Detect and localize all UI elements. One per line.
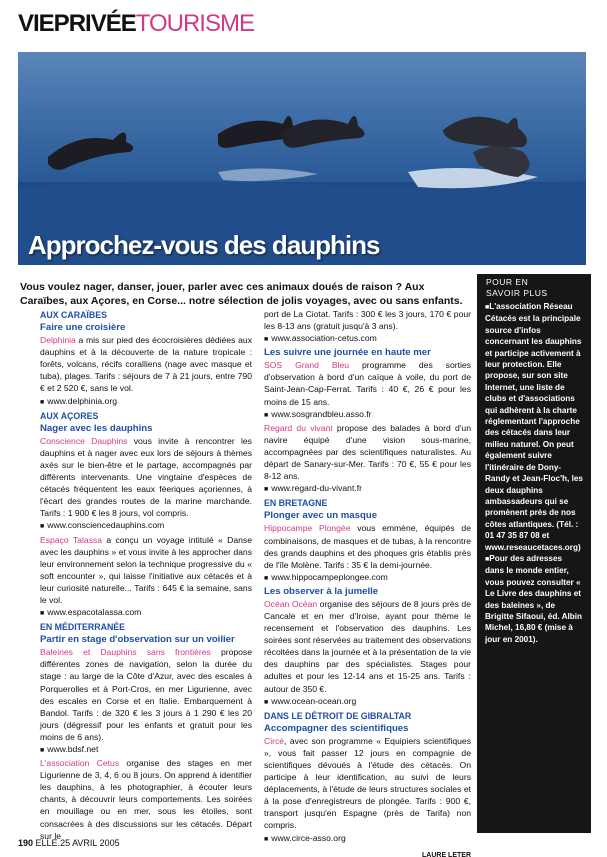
paragraph	[264, 359, 471, 407]
website-link: ■ www.sosgrandbleu.asso.fr	[264, 408, 471, 422]
paragraph	[264, 598, 471, 695]
website-link: ■ www.consciencedauphins.com	[40, 519, 252, 533]
subheading: Les observer à la jumelle	[264, 585, 379, 597]
organization-name: Regard du vivant	[264, 422, 333, 433]
header-tourisme: TOURISME	[135, 10, 254, 37]
paragraph: port de La Ciotat. Tarifs : 300 € les 3 jours, 170 € pour les 8-13 ans (gratuit jusqu'à 3 ans).	[264, 309, 471, 332]
paragraph	[264, 422, 471, 482]
paragraph-text: propose différentes zones de navigation, selon la durée du stage : au large de la Côte d'Azur, avec des escales à Porquerolles et à Port-Cros, en mer Ligurienne, avec des escales en Corse et en Italie. Embarquement à Bandol. Tarifs : de 320 € les 3 jours à 1 290 € les 20 jours (dégressif pour les enfants et gratuit pour les moins de 6 ans).	[40, 647, 253, 742]
page-footer	[18, 838, 120, 848]
subheading: Les suivre une journée en haute mer	[264, 347, 431, 359]
section-header	[18, 8, 254, 40]
organization-name: Circé	[264, 735, 285, 746]
paragraph	[40, 646, 252, 743]
region-heading: AUX CARAÏBES	[40, 310, 107, 320]
paragraph	[264, 522, 471, 570]
paragraph	[40, 435, 252, 520]
author-byline: LAURE LETER	[422, 851, 471, 857]
sidebar-title-line2: SAVOIR PLUS	[486, 288, 548, 298]
paragraph	[40, 757, 252, 842]
subheading: Plonger avec un masque	[264, 510, 378, 522]
article-column-1	[40, 308, 252, 842]
page-number: 190	[18, 838, 34, 848]
website-link: ■ www.bdsf.net	[40, 743, 252, 757]
paragraph	[264, 735, 471, 832]
issue-info: ELLE.25 AVRIL 2005	[35, 838, 120, 848]
website-link: ■ www.delphinia.org	[40, 395, 252, 409]
paragraph-text: vous invite à rencontrer les dauphins et à nager avec eux lors de séjours à thèmes axés sur le bien-être et le partage, accompagnés par différents intervenants. Une vingtaine d'espèces de cétacés fréquentent les eaux féeriques açoriennes, à l'écart des grandes routes de la marine marchande. Tarifs : 1 900 € les 8 jours, vol compris.	[40, 435, 252, 519]
region-heading: EN BRETAGNE	[264, 498, 328, 509]
paragraph-text: vous emmène, équipés de combinaisons, de masques et de tubas, à la rencontre des grands dauphins et des phoques gris établis près de l'île Molène. Tarifs : 35 € la demi-journée.	[264, 523, 471, 570]
website-link: ■ www.ocean-ocean.org	[264, 695, 471, 709]
website-link: ■ www.espacotalassa.com	[40, 606, 252, 620]
region-heading: EN MÉDITERRANÉE	[40, 622, 126, 633]
sidebar-title	[486, 277, 591, 299]
sidebar-paragraph: ■ Pour des adresses dans le monde entier, vous pouvez consulter « Le Livre des dauphins et des baleines », de Brigitte Sifaoui, éd. Albin Michel, 16,80 € (mise à jour en 2001).	[485, 553, 583, 645]
paragraph-text: organise des séjours de 8 jours près de Cancale et en mer d'Iroise, ayant pour thème le recensement et l'observation des dauphins. Les soirées sont réservées au traitement des observations récoltées dans la journée et à la présentation de la vie des dauphins par des spécialistes. Stages pour adultes et pour les 12-14 ans et 15-25 ans. Tarifs : autour de 350 €.	[264, 598, 471, 694]
paragraph-text: a mis sur pied des écocroisières dédiées aux dauphins et à la découverte de la nature tropicale : forêts, volcans, récifs coralliens (nage avec masque et tuba), plages. Tarifs : séjours de 7 à 21 jours, entre 790 € et 2 520 €, sans le vol.	[40, 335, 252, 394]
sidebar-paragraph: ■ L'association Réseau Cétacés est la principale source d'infos concernant les dauphins et participe activement à leur protection. Elle propose, sur son site Internet, une liste de clubs et d'associations qui adhèrent à la charte réglementant l'approche des cétacés dans leur milieu naturel. On peut également suivre l'itinéraire de Dony-Randy et Jean-Floc'h, les deux dauphins ambassadeurs qui se promènent près de nos côtes atlantiques. (Tél. : 01 47 35 87 08 et www.reseaucetaces.org)	[485, 301, 583, 553]
paragraph-text: programme des sorties d'observation à bord d'un caïque à voile, du port de Saint-Jean-Cap-Ferrat. Tarifs : 40 €, 26 € pour les moins de 15 ans.	[264, 360, 471, 407]
header-vieprivee: VIEPRIVÉE	[18, 10, 136, 37]
paragraph-text: , avec son programme « Equipiers scientifiques », vous fait passer 12 jours en compagnie de scientifiques dévoués à l'étude des cétacés. On participe à leur identification, au suivi de leurs déplacements, à l'étude de leurs structures sociales et à la pose d'enregistreurs de plongée. Tarifs : 900 €, transport jusqu'en Espagne (près de Tarifa) non compris.	[264, 735, 471, 831]
website-link: ■ www.hippocampeplongee.com	[264, 571, 471, 585]
article-column-2	[264, 308, 471, 857]
sidebar-body	[485, 301, 583, 645]
organization-name: Hippocampe Plongée	[264, 523, 351, 534]
region-heading: DANS LE DÉTROIT DE GIBRALTAR	[264, 710, 412, 721]
organization-name: Conscience Dauphins	[40, 435, 128, 446]
subheading: Partir en stage d'observation sur un voilier	[40, 634, 235, 646]
article-intro: Vous voulez nager, danser, jouer, parler avec ces animaux doués de raison ? Aux Caraïbes, aux Açores, en Corse... notre sélection de jolis voyages, avec ou sans enfants.	[20, 281, 463, 307]
organization-name: Delphinia	[40, 335, 76, 346]
organization-name: Baleines et Dauphins sans frontières	[40, 647, 211, 658]
website-link: ■ www.regard-du-vivant.fr	[264, 482, 471, 496]
paragraph	[40, 534, 252, 607]
organization-name: SOS Grand Bleu	[264, 360, 350, 371]
paragraph	[40, 334, 252, 394]
subheading: Accompagner des scientifiques	[264, 722, 409, 734]
info-sidebar	[477, 274, 591, 833]
dolphin-photo	[18, 52, 586, 265]
organization-name: Océan Océan	[264, 598, 318, 609]
sidebar-title-line1: POUR EN	[486, 277, 529, 287]
paragraph-text: propose des balades à bord d'un navire équipé d'une vision sous-marine, accompagnées par des scientifiques naturalistes. Au départ de Sanary-sur-Mer. Tarifs : 70 €, 55 € pour les 8-12 ans.	[264, 422, 471, 482]
subheading: Faire une croisière	[40, 322, 126, 334]
organization-name: L'association Cetus	[40, 758, 120, 769]
paragraph-text: organise des stages en mer Ligurienne de 3, 4, 6 ou 8 jours. On apprend à identifier les dauphins, à les photographier, à écouter leurs chants, à découvrir leurs comportements. Les soirées en mouillage ou en mer, sous les étoiles, sont consacrées à des discussions sur les cétacés. Départ sur le	[40, 758, 252, 841]
subheading: Nager avec les dauphins	[40, 422, 153, 434]
photo-caption: Approchez-vous des dauphins	[28, 230, 380, 260]
paragraph-text: a conçu un voyage intitulé « Danse avec les dauphins » et vous invite à les approcher dans leur environnement selon la technique progressive du « soft encounter », qui laisse l'initiative aux cétacés et à leur curiosité naturelle... Tarifs : 645 € la semaine, sans le vol.	[40, 534, 252, 605]
website-link: ■ www.association-cetus.com	[264, 332, 471, 346]
organization-name: Espaço Talassa	[40, 534, 103, 545]
region-heading: AUX AÇORES	[40, 410, 99, 421]
website-link: ■ www.circe-asso.org	[264, 832, 471, 846]
